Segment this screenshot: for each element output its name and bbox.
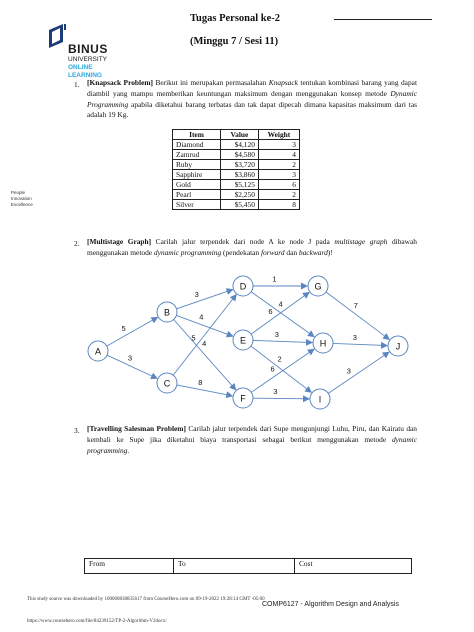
edge-weight-label: 3 — [346, 366, 351, 376]
source-note: This study source was downloaded by 100000838835617 from CourseHero.com on 09-19-2022 19:28:14 GMT -05:00 — [27, 597, 265, 602]
graph-node-label: I — [318, 394, 322, 405]
graph-node-label: H — [319, 338, 327, 349]
q2-number: 2. — [74, 239, 80, 248]
logo-tagline: People Innovation Excellence — [11, 190, 33, 207]
table-row: Gold $5,125 6 — [173, 180, 300, 190]
knapsack-table — [172, 129, 300, 210]
graph-node-label: C — [163, 378, 171, 389]
table-row: Diamond $4,120 3 — [173, 140, 300, 150]
graph-edge-c-f — [177, 385, 232, 396]
edge-weight-label: 5 — [191, 333, 196, 343]
graph-node-label: D — [239, 281, 247, 292]
header-rule — [334, 19, 432, 20]
graph-edge-b-f — [174, 319, 236, 389]
graph-edge-e-h — [253, 340, 312, 342]
q2-text: [Multistage Graph] Carilah jalur terpendek dari node A ke node J pada multistage graph dibawah menggunakan metode dynamic programming (pendekatan forward dan backward)! — [87, 237, 417, 257]
tsp-table — [84, 558, 412, 574]
table-row: Sapphire $3,860 3 — [173, 170, 300, 180]
edge-weight-label: 2 — [277, 354, 282, 364]
edge-weight-label: 3 — [273, 386, 278, 396]
table-header: Item — [173, 130, 221, 140]
logo-learning: LEARNING — [68, 72, 102, 79]
table-header-row — [173, 130, 300, 140]
graph-edge-b-d — [176, 290, 232, 309]
table-header: To — [174, 559, 295, 574]
graph-edge-f-i — [253, 398, 309, 399]
edge-weight-label: 3 — [127, 353, 133, 363]
table-row: Pearl $2,250 2 — [173, 190, 300, 200]
q3-number: 3. — [74, 426, 80, 435]
table-row: Zamrud $4,580 4 — [173, 150, 300, 160]
source-url: https://www.coursehero.com/file/84239152/TP-2-Algorithm-V2docx/ — [27, 619, 167, 624]
graph-edge-g-j — [326, 292, 389, 339]
edge-weight-label: 7 — [353, 301, 358, 311]
q1-number: 1. — [74, 80, 80, 89]
graph-edge-d-h — [251, 292, 314, 337]
edge-weight-label: 8 — [198, 377, 203, 387]
edge-weight-label: 6 — [268, 307, 273, 317]
table-header-row — [85, 559, 412, 574]
edge-weight-label: 1 — [272, 274, 277, 284]
q3-text: [Travelling Salesman Problem] Carilah jalur terpendek dari Supe mengunjungi Luhu, Piru, dan Kairatu dan kembali ke Supe jika diketahui biaya transportasi sebagai berikut menggunakan metode dynamic programming. — [87, 424, 417, 455]
graph-edge-h-j — [333, 343, 387, 345]
table-header: Value — [220, 130, 258, 140]
table-header: Weight — [258, 130, 299, 140]
graph-edge-i-j — [328, 352, 389, 393]
graph-edge-f-h — [251, 349, 314, 392]
graph-node-label: B — [163, 307, 171, 318]
edge-weight-label: 4 — [278, 299, 283, 309]
graph-edge-e-i — [251, 346, 311, 392]
graph-edge-a-c — [107, 355, 157, 378]
logo-brand: BINUS — [68, 42, 108, 56]
edge-weight-label: 4 — [199, 312, 204, 322]
graph-edge-a-b — [107, 317, 158, 346]
edge-weight-label: 4 — [202, 338, 207, 348]
graph-node-label: J — [395, 341, 401, 352]
graph-node-label: E — [239, 335, 247, 346]
document-subtitle: (Minggu 7 / Sesi 11) — [190, 36, 279, 47]
multistage-graph — [80, 268, 440, 428]
edge-weight-label: 3 — [194, 289, 199, 299]
graph-edge-b-e — [176, 312, 232, 336]
graph-node-label: F — [240, 393, 246, 404]
edge-weight-label: 3 — [352, 332, 357, 342]
graph-node-label: A — [94, 346, 102, 357]
edge-weight-label: 5 — [121, 324, 126, 334]
edge-weight-label: 3 — [274, 329, 279, 339]
table-row: Silver $5,450 8 — [173, 200, 300, 210]
table-header: From — [85, 559, 174, 574]
table-header: Cost — [295, 559, 412, 574]
document-title: Tugas Personal ke-2 — [190, 13, 281, 24]
logo-university: UNIVERSITY — [68, 56, 108, 63]
graph-node-label: G — [314, 281, 322, 292]
course-footer: COMP6127 - Algorithm Design and Analysis — [262, 601, 399, 608]
graph-edge-e-g — [251, 292, 309, 334]
edge-weight-label: 6 — [270, 364, 275, 374]
table-row: Ruby $3,720 2 — [173, 160, 300, 170]
logo-online: ONLINE — [68, 64, 93, 71]
q1-text: [Knapsack Problem] Berikut ini merupakan permasalahan Knapsack tentukan kombinasi barang yang dapat diambil yang mampu memberikan keuntungan maksimum dengan menggunakan konsep metode Dynamic Programming apabila diketahui barang terbatas dan tak dapat dipecah dimana kapasitas maksimum dari tas adalah 19 Kg. — [87, 78, 417, 120]
